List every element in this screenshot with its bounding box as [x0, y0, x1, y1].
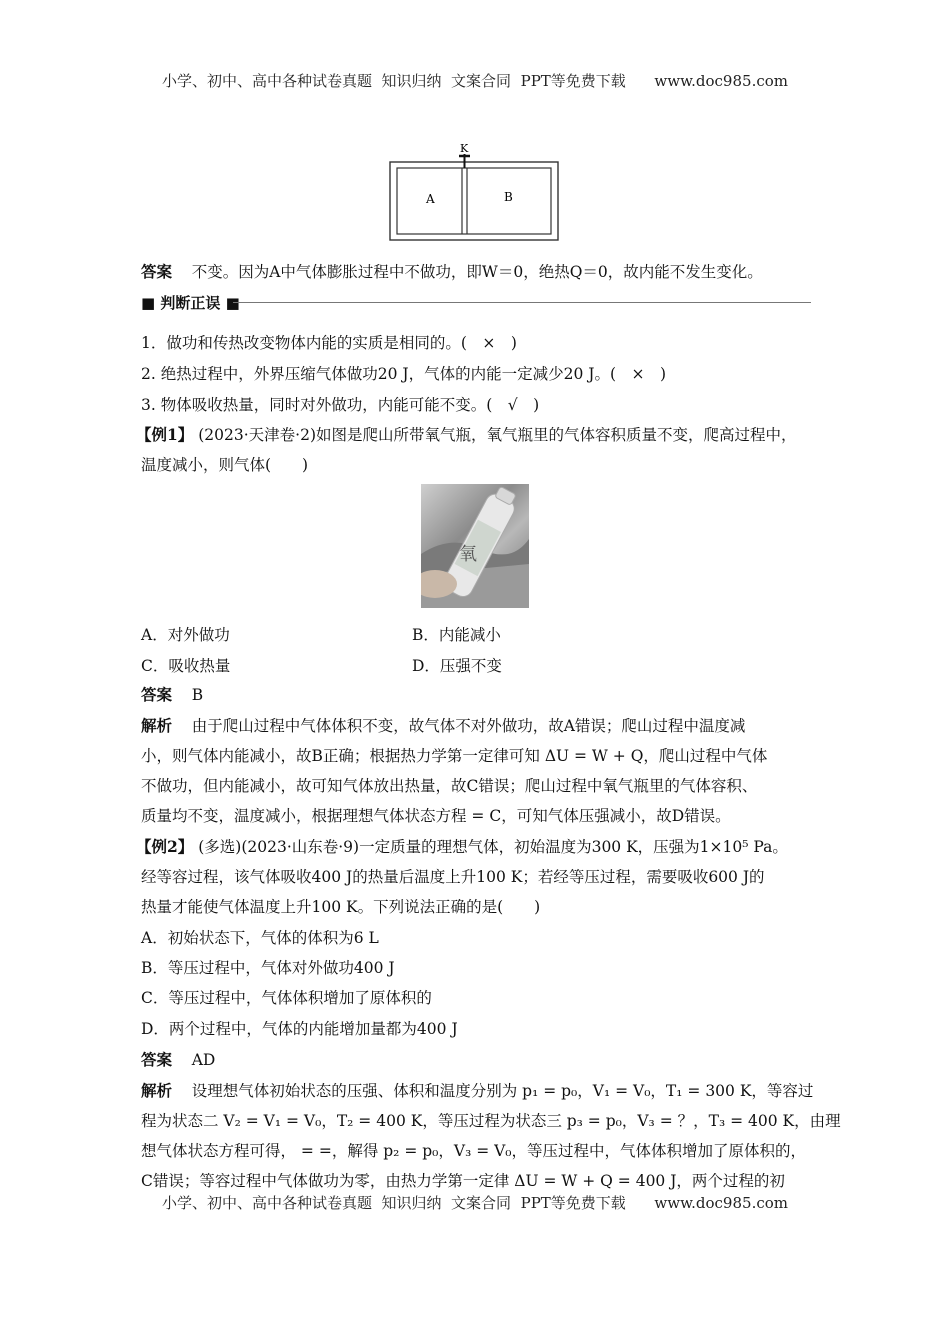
example-2-option-c: C．等压过程中，气体体积增加了原体积的: [141, 989, 432, 1007]
example-2-analysis-label: 解析: [141, 1081, 173, 1100]
example-1-option-b: B．内能减小: [412, 626, 501, 644]
oxygen-bottle-drawing: [421, 484, 529, 608]
container-inner-wall: [397, 168, 551, 234]
example-2-option-a: A．初始状态下，气体的体积为6 L: [141, 929, 379, 947]
example-1-answer-value: B: [191, 686, 204, 704]
example-2-line-3: 热量才能使气体温度上升100 K。下列说法正确的是( ): [141, 898, 541, 916]
example-2-analysis-text-1: 设理想气体初始状态的压强、体积和温度分别为 p₁ = p₀，V₁ = V₀，T₁ = 300 K，等容过: [191, 1082, 814, 1100]
example-1-answer-label: 答案: [141, 685, 173, 704]
page-footer: 小学、初中、高中各种试卷真题 知识归纳 文案合同 PPT等免费下载 www.doc985.com: [161, 1194, 788, 1212]
page-header: 小学、初中、高中各种试卷真题 知识归纳 文案合同 PPT等免费下载 www.doc985.com: [161, 72, 788, 90]
example-1-line-1: [136, 425, 816, 445]
example-2-option-b: B．等压过程中，气体对外做功400 J: [141, 959, 395, 977]
judgement-1: 1．做功和传热改变物体内能的实质是相同的。( × ): [141, 334, 517, 352]
example-1-tag: 【例1】: [136, 425, 194, 444]
judgement-2: 2. 绝热过程中，外界压缩气体做功20 J，气体的内能一定减少20 J。( × ): [141, 365, 667, 383]
example-2-analysis-1: [141, 1081, 821, 1101]
answer-0: [141, 262, 821, 282]
bottle-label: 氧: [459, 544, 477, 565]
example-1-analysis-label: 解析: [141, 716, 173, 735]
example-1-line-2: 温度减小，则气体( ): [141, 456, 309, 474]
chamber-b-label: B: [504, 190, 513, 204]
example-2-stem-1: (多选)(2023·山东卷·9)一定质量的理想气体，初始温度为300 K，压强为1×10⁵ Pa。: [198, 838, 788, 856]
example-2-option-d: D．两个过程中，气体的内能增加量都为400 J: [141, 1020, 458, 1038]
example-2-answer-label: 答案: [141, 1050, 173, 1069]
container-outer-wall: [390, 162, 558, 240]
example-2-answer-value: AD: [191, 1051, 216, 1069]
judgement-3: 3. 物体吸收热量，同时对外做功，内能可能不变。( √ ): [141, 396, 540, 414]
example-1-option-d: D．压强不变: [412, 657, 502, 675]
answer-0-label: 答案: [141, 262, 173, 281]
section-title: ■ 判断正误 ■: [141, 294, 240, 312]
example-2-analysis-2: 程为状态二 V₂ = V₁ = V₀，T₂ = 400 K，等压过程为状态三 p₃ = p₀，V₃ = ？，T₃ = 400 K，由理: [141, 1112, 841, 1130]
container-diagram: [388, 142, 560, 242]
example-1-analysis-2: 小，则气体内能减小，故B正确；根据热力学第一定律可知 ΔU = W + Q，爬山过程中气体: [141, 747, 768, 765]
example-2-line-1: [136, 837, 816, 857]
example-1-analysis-4: 质量均不变，温度减小，根据理想气体状态方程 = C，可知气体压强减小，故D错误。: [141, 807, 731, 825]
chamber-a-label: A: [426, 192, 435, 206]
example-2-analysis-3: 想气体状态方程可得， = =，解得 p₂ = p₀，V₃ = V₀，等压过程中，气体体积增加了原体积的，: [141, 1142, 807, 1160]
example-2-answer: [141, 1050, 821, 1070]
example-1-analysis-3: 不做功，但内能减小，故可知气体放出热量，故C错误；爬山过程中氧气瓶里的气体容积、: [141, 777, 758, 795]
example-2-tag: 【例2】: [136, 837, 194, 856]
section-judgement: [141, 292, 811, 312]
section-rule: [233, 302, 811, 303]
valve-label: K: [460, 142, 469, 155]
example-1-stem-1: (2023·天津卷·2)如图是爬山所带氧气瓶，氧气瓶里的气体容积质量不变，爬高过程中，: [198, 426, 797, 444]
example-1-analysis-text-1: 由于爬山过程中气体体积不变，故气体不对外做功，故A错误；爬山过程中温度减: [191, 717, 746, 735]
oxygen-bottle-photo: [421, 484, 529, 608]
example-1-option-a: A．对外做功: [141, 626, 230, 644]
example-2-line-2: 经等容过程，该气体吸收400 J的热量后温度上升100 K；若经等压过程，需要吸收600 J的: [141, 868, 765, 886]
example-1-option-c: C．吸收热量: [141, 657, 231, 675]
answer-0-text: 不变。因为A中气体膨胀过程中不做功，即W＝0，绝热Q＝0，故内能不发生变化。: [191, 263, 763, 281]
example-1-analysis-1: [141, 716, 821, 736]
example-1-answer: [141, 685, 821, 705]
example-2-analysis-4: C错误；等容过程中气体做功为零，由热力学第一定律 ΔU = W + Q = 400 J，两个过程的初: [141, 1172, 785, 1190]
